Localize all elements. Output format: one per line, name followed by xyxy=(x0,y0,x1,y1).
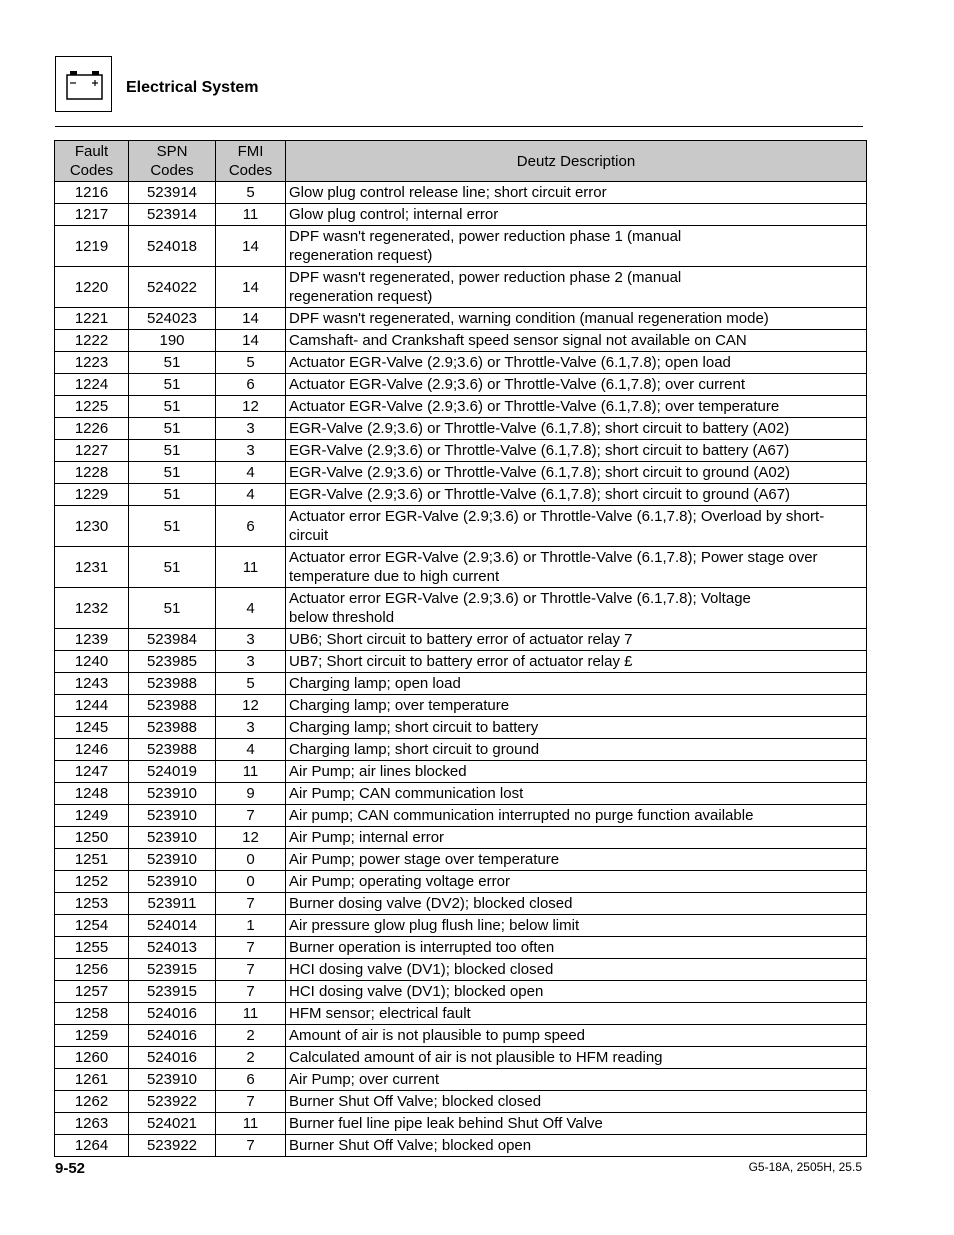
fault-code-cell: 1244 xyxy=(55,695,129,717)
fault-code-cell: 1257 xyxy=(55,981,129,1003)
spn-code-cell: 523910 xyxy=(129,805,216,827)
description-cell xyxy=(286,1113,867,1135)
fmi-code-cell: 7 xyxy=(216,805,286,827)
description-cell xyxy=(286,629,867,651)
description-cell xyxy=(286,937,867,959)
fault-code-cell: 1261 xyxy=(55,1069,129,1091)
description-cell xyxy=(286,673,867,695)
description-cell xyxy=(286,871,867,893)
description-line: temperature due to high current xyxy=(289,568,500,585)
fmi-code-cell: 7 xyxy=(216,959,286,981)
fault-code-cell: 1254 xyxy=(55,915,129,937)
description-cell xyxy=(286,783,867,805)
description-line: Actuator error EGR-Valve (2.9;3.6) or Throttle-Valve (6.1,7.8); Overload by short- xyxy=(289,508,825,525)
description-cell xyxy=(286,1025,867,1047)
fmi-code-cell: 4 xyxy=(216,588,286,629)
description-line: Air Pump; internal error xyxy=(289,829,445,846)
fault-code-cell: 1258 xyxy=(55,1003,129,1025)
fmi-code-cell: 3 xyxy=(216,717,286,739)
description-cell xyxy=(286,588,867,629)
description-cell xyxy=(286,440,867,462)
description-line: DPF wasn't regenerated, warning condition (manual regeneration mode) xyxy=(289,310,769,327)
fmi-code-cell: 11 xyxy=(216,1113,286,1135)
spn-code-cell: 523911 xyxy=(129,893,216,915)
description-cell xyxy=(286,827,867,849)
spn-code-cell: 524016 xyxy=(129,1025,216,1047)
fault-code-cell: 1227 xyxy=(55,440,129,462)
description-line: UB7; Short circuit to battery error of actuator relay £ xyxy=(289,653,633,670)
page-number: 9-52 xyxy=(55,1160,86,1177)
table-row xyxy=(55,629,867,651)
description-cell xyxy=(286,226,867,267)
description-line: HCI dosing valve (DV1); blocked open xyxy=(289,983,544,1000)
description-line: DPF wasn't regenerated, power reduction phase 1 (manual xyxy=(289,228,682,245)
description-line: Calculated amount of air is not plausible to HFM reading xyxy=(289,1049,663,1066)
description-cell xyxy=(286,915,867,937)
description-cell xyxy=(286,717,867,739)
spn-code-cell: 523910 xyxy=(129,871,216,893)
description-cell xyxy=(286,267,867,308)
description-line: regeneration request) xyxy=(289,288,433,305)
description-line: Air Pump; operating voltage error xyxy=(289,873,510,890)
spn-code-cell: 523910 xyxy=(129,827,216,849)
battery-icon xyxy=(56,57,113,113)
description-cell xyxy=(286,695,867,717)
description-cell xyxy=(286,1047,867,1069)
fmi-code-cell: 11 xyxy=(216,547,286,588)
spn-code-cell: 523985 xyxy=(129,651,216,673)
description-cell xyxy=(286,352,867,374)
fault-codes-table xyxy=(54,140,867,1157)
description-line: EGR-Valve (2.9;3.6) or Throttle-Valve (6.1,7.8); short circuit to battery (A67) xyxy=(289,442,790,459)
spn-code-cell: 523910 xyxy=(129,1069,216,1091)
description-line: Glow plug control; internal error xyxy=(289,206,499,223)
description-cell xyxy=(286,330,867,352)
description-line: Actuator EGR-Valve (2.9;3.6) or Throttle-Valve (6.1,7.8); over current xyxy=(289,376,746,393)
table-row xyxy=(55,1135,867,1157)
table-row xyxy=(55,783,867,805)
header-fault-codes: Fault Codes xyxy=(55,141,129,182)
header-spn-codes: SPN Codes xyxy=(129,141,216,182)
fault-code-cell: 1228 xyxy=(55,462,129,484)
table-row xyxy=(55,547,867,588)
fmi-code-cell: 2 xyxy=(216,1047,286,1069)
description-line: UB6; Short circuit to battery error of actuator relay 7 xyxy=(289,631,633,648)
fmi-code-cell: 5 xyxy=(216,673,286,695)
fmi-code-cell: 5 xyxy=(216,182,286,204)
fault-code-cell: 1217 xyxy=(55,204,129,226)
fmi-code-cell: 6 xyxy=(216,374,286,396)
description-line: regeneration request) xyxy=(289,247,433,264)
spn-code-cell: 51 xyxy=(129,418,216,440)
fault-code-cell: 1230 xyxy=(55,506,129,547)
spn-code-cell: 524021 xyxy=(129,1113,216,1135)
fmi-code-cell: 4 xyxy=(216,739,286,761)
table-row xyxy=(55,673,867,695)
spn-code-cell: 523915 xyxy=(129,959,216,981)
table-row xyxy=(55,1069,867,1091)
table-row xyxy=(55,739,867,761)
spn-code-cell: 523988 xyxy=(129,717,216,739)
fmi-code-cell: 11 xyxy=(216,204,286,226)
spn-code-cell: 190 xyxy=(129,330,216,352)
description-line: DPF wasn't regenerated, power reduction phase 2 (manual xyxy=(289,269,682,286)
spn-code-cell: 51 xyxy=(129,506,216,547)
fmi-code-cell: 0 xyxy=(216,871,286,893)
description-line: below threshold xyxy=(289,609,395,626)
fault-code-cell: 1220 xyxy=(55,267,129,308)
table-row xyxy=(55,871,867,893)
fmi-code-cell: 4 xyxy=(216,462,286,484)
spn-code-cell: 524018 xyxy=(129,226,216,267)
spn-code-cell: 523915 xyxy=(129,981,216,1003)
spn-code-cell: 523910 xyxy=(129,849,216,871)
spn-code-cell: 523922 xyxy=(129,1135,216,1157)
spn-code-cell: 523988 xyxy=(129,695,216,717)
fault-code-cell: 1255 xyxy=(55,937,129,959)
spn-code-cell: 51 xyxy=(129,396,216,418)
fmi-code-cell: 5 xyxy=(216,352,286,374)
description-line: Air Pump; power stage over temperature xyxy=(289,851,560,868)
description-cell xyxy=(286,1069,867,1091)
description-cell xyxy=(286,374,867,396)
description-line: Burner fuel line pipe leak behind Shut Off Valve xyxy=(289,1115,603,1132)
table-row xyxy=(55,267,867,308)
table-row xyxy=(55,959,867,981)
spn-code-cell: 51 xyxy=(129,588,216,629)
table-body xyxy=(55,182,867,1157)
table-row xyxy=(55,849,867,871)
spn-code-cell: 523988 xyxy=(129,673,216,695)
fault-code-cell: 1246 xyxy=(55,739,129,761)
description-line: Charging lamp; short circuit to battery xyxy=(289,719,539,736)
fmi-code-cell: 7 xyxy=(216,937,286,959)
description-cell xyxy=(286,981,867,1003)
table-row xyxy=(55,374,867,396)
fmi-code-cell: 12 xyxy=(216,827,286,849)
description-line: Air Pump; over current xyxy=(289,1071,440,1088)
table-row xyxy=(55,981,867,1003)
fault-code-cell: 1229 xyxy=(55,484,129,506)
spn-code-cell: 524019 xyxy=(129,761,216,783)
spn-code-cell: 524016 xyxy=(129,1047,216,1069)
fault-code-cell: 1222 xyxy=(55,330,129,352)
fmi-code-cell: 3 xyxy=(216,629,286,651)
table-row xyxy=(55,484,867,506)
spn-code-cell: 51 xyxy=(129,374,216,396)
fmi-code-cell: 14 xyxy=(216,267,286,308)
table-row xyxy=(55,761,867,783)
table-row xyxy=(55,1025,867,1047)
description-cell xyxy=(286,761,867,783)
fault-code-cell: 1226 xyxy=(55,418,129,440)
fmi-code-cell: 7 xyxy=(216,981,286,1003)
table-row xyxy=(55,588,867,629)
table-row xyxy=(55,1091,867,1113)
section-title: Electrical System xyxy=(126,79,259,96)
description-line: Air Pump; air lines blocked xyxy=(289,763,467,780)
description-line: Air pressure glow plug flush line; below limit xyxy=(289,917,580,934)
spn-code-cell: 523922 xyxy=(129,1091,216,1113)
fault-code-cell: 1253 xyxy=(55,893,129,915)
fault-code-cell: 1263 xyxy=(55,1113,129,1135)
fmi-code-cell: 0 xyxy=(216,849,286,871)
description-line: Burner Shut Off Valve; blocked closed xyxy=(289,1093,542,1110)
fault-code-cell: 1221 xyxy=(55,308,129,330)
fmi-code-cell: 14 xyxy=(216,308,286,330)
description-cell xyxy=(286,959,867,981)
spn-code-cell: 523914 xyxy=(129,182,216,204)
fmi-code-cell: 1 xyxy=(216,915,286,937)
description-cell xyxy=(286,396,867,418)
fmi-code-cell: 2 xyxy=(216,1025,286,1047)
fault-code-cell: 1232 xyxy=(55,588,129,629)
spn-code-cell: 51 xyxy=(129,462,216,484)
table-row xyxy=(55,352,867,374)
table-row xyxy=(55,827,867,849)
fault-code-cell: 1250 xyxy=(55,827,129,849)
spn-code-cell: 51 xyxy=(129,352,216,374)
fmi-code-cell: 11 xyxy=(216,761,286,783)
fmi-code-cell: 6 xyxy=(216,1069,286,1091)
description-cell xyxy=(286,1003,867,1025)
spn-code-cell: 523984 xyxy=(129,629,216,651)
fmi-code-cell: 12 xyxy=(216,396,286,418)
fmi-code-cell: 3 xyxy=(216,651,286,673)
table-row xyxy=(55,1003,867,1025)
table-row xyxy=(55,893,867,915)
fault-code-cell: 1219 xyxy=(55,226,129,267)
fmi-code-cell: 6 xyxy=(216,506,286,547)
description-line: HCI dosing valve (DV1); blocked closed xyxy=(289,961,554,978)
table-row xyxy=(55,717,867,739)
description-cell xyxy=(286,418,867,440)
description-line: Actuator EGR-Valve (2.9;3.6) or Throttle-Valve (6.1,7.8); open load xyxy=(289,354,731,371)
description-line: EGR-Valve (2.9;3.6) or Throttle-Valve (6.1,7.8); short circuit to battery (A02) xyxy=(289,420,790,437)
table-row xyxy=(55,506,867,547)
header-fmi-codes: FMI Codes xyxy=(216,141,286,182)
spn-code-cell: 523914 xyxy=(129,204,216,226)
table-row xyxy=(55,805,867,827)
description-line: Burner operation is interrupted too often xyxy=(289,939,555,956)
description-cell xyxy=(286,308,867,330)
fmi-code-cell: 4 xyxy=(216,484,286,506)
fmi-code-cell: 3 xyxy=(216,440,286,462)
table-row xyxy=(55,308,867,330)
fault-code-cell: 1259 xyxy=(55,1025,129,1047)
description-line: Camshaft- and Crankshaft speed sensor signal not available on CAN xyxy=(289,332,747,349)
description-line: Glow plug control release line; short circuit error xyxy=(289,184,607,201)
table-header-row xyxy=(55,141,867,182)
description-line: Burner dosing valve (DV2); blocked closed xyxy=(289,895,573,912)
table-row xyxy=(55,462,867,484)
description-line: Burner Shut Off Valve; blocked open xyxy=(289,1137,532,1154)
fault-code-cell: 1240 xyxy=(55,651,129,673)
fmi-code-cell: 3 xyxy=(216,418,286,440)
description-line: Actuator EGR-Valve (2.9;3.6) or Throttle-Valve (6.1,7.8); over temperature xyxy=(289,398,780,415)
fault-code-cell: 1264 xyxy=(55,1135,129,1157)
table-row xyxy=(55,1047,867,1069)
fmi-code-cell: 7 xyxy=(216,1091,286,1113)
spn-code-cell: 524016 xyxy=(129,1003,216,1025)
table-row xyxy=(55,204,867,226)
description-cell xyxy=(286,462,867,484)
spn-code-cell: 524014 xyxy=(129,915,216,937)
fault-code-cell: 1224 xyxy=(55,374,129,396)
description-line: Charging lamp; open load xyxy=(289,675,461,692)
spn-code-cell: 51 xyxy=(129,547,216,588)
fault-code-cell: 1251 xyxy=(55,849,129,871)
document-reference: G5-18A, 2505H, 25.5 xyxy=(748,1160,862,1174)
table-row xyxy=(55,915,867,937)
description-cell xyxy=(286,849,867,871)
spn-code-cell: 51 xyxy=(129,440,216,462)
description-cell xyxy=(286,1135,867,1157)
description-line: Amount of air is not plausible to pump speed xyxy=(289,1027,586,1044)
fault-code-cell: 1260 xyxy=(55,1047,129,1069)
fmi-code-cell: 12 xyxy=(216,695,286,717)
description-line: Charging lamp; over temperature xyxy=(289,697,510,714)
fault-code-cell: 1239 xyxy=(55,629,129,651)
description-line: Air Pump; CAN communication lost xyxy=(289,785,524,802)
description-line: Air pump; CAN communication interrupted no purge function available xyxy=(289,807,754,824)
fmi-code-cell: 9 xyxy=(216,783,286,805)
description-cell xyxy=(286,204,867,226)
fault-code-cell: 1256 xyxy=(55,959,129,981)
fmi-code-cell: 14 xyxy=(216,330,286,352)
table-row xyxy=(55,226,867,267)
fault-code-cell: 1231 xyxy=(55,547,129,588)
fault-code-cell: 1262 xyxy=(55,1091,129,1113)
description-cell xyxy=(286,506,867,547)
fault-code-cell: 1249 xyxy=(55,805,129,827)
table-row xyxy=(55,1113,867,1135)
header-deutz-description: Deutz Description xyxy=(286,141,867,182)
table-row xyxy=(55,651,867,673)
spn-code-cell: 51 xyxy=(129,484,216,506)
fmi-code-cell: 14 xyxy=(216,226,286,267)
table-row xyxy=(55,396,867,418)
fault-code-cell: 1247 xyxy=(55,761,129,783)
description-cell xyxy=(286,651,867,673)
fmi-code-cell: 7 xyxy=(216,1135,286,1157)
description-cell xyxy=(286,484,867,506)
table-row xyxy=(55,418,867,440)
spn-code-cell: 523910 xyxy=(129,783,216,805)
table-row xyxy=(55,440,867,462)
table-row xyxy=(55,182,867,204)
description-cell xyxy=(286,805,867,827)
description-line: EGR-Valve (2.9;3.6) or Throttle-Valve (6.1,7.8); short circuit to ground (A67) xyxy=(289,486,791,503)
description-line: EGR-Valve (2.9;3.6) or Throttle-Valve (6.1,7.8); short circuit to ground (A02) xyxy=(289,464,791,481)
fault-code-cell: 1216 xyxy=(55,182,129,204)
spn-code-cell: 523988 xyxy=(129,739,216,761)
table-row xyxy=(55,695,867,717)
description-line: Actuator error EGR-Valve (2.9;3.6) or Throttle-Valve (6.1,7.8); Power stage over xyxy=(289,549,818,566)
fault-code-cell: 1223 xyxy=(55,352,129,374)
description-line: Actuator error EGR-Valve (2.9;3.6) or Throttle-Valve (6.1,7.8); Voltage xyxy=(289,590,751,607)
fault-code-cell: 1252 xyxy=(55,871,129,893)
description-cell xyxy=(286,1091,867,1113)
fmi-code-cell: 7 xyxy=(216,893,286,915)
fault-code-cell: 1245 xyxy=(55,717,129,739)
description-cell xyxy=(286,893,867,915)
spn-code-cell: 524013 xyxy=(129,937,216,959)
description-line: circuit xyxy=(289,527,329,544)
section-icon-frame xyxy=(55,56,112,112)
description-line: Charging lamp; short circuit to ground xyxy=(289,741,540,758)
description-line: HFM sensor; electrical fault xyxy=(289,1005,471,1022)
spn-code-cell: 524022 xyxy=(129,267,216,308)
description-cell xyxy=(286,547,867,588)
header-rule xyxy=(55,126,863,127)
description-cell xyxy=(286,182,867,204)
fault-code-cell: 1243 xyxy=(55,673,129,695)
description-cell xyxy=(286,739,867,761)
fmi-code-cell: 11 xyxy=(216,1003,286,1025)
fault-code-cell: 1248 xyxy=(55,783,129,805)
fault-code-cell: 1225 xyxy=(55,396,129,418)
spn-code-cell: 524023 xyxy=(129,308,216,330)
table-row xyxy=(55,937,867,959)
table-row xyxy=(55,330,867,352)
